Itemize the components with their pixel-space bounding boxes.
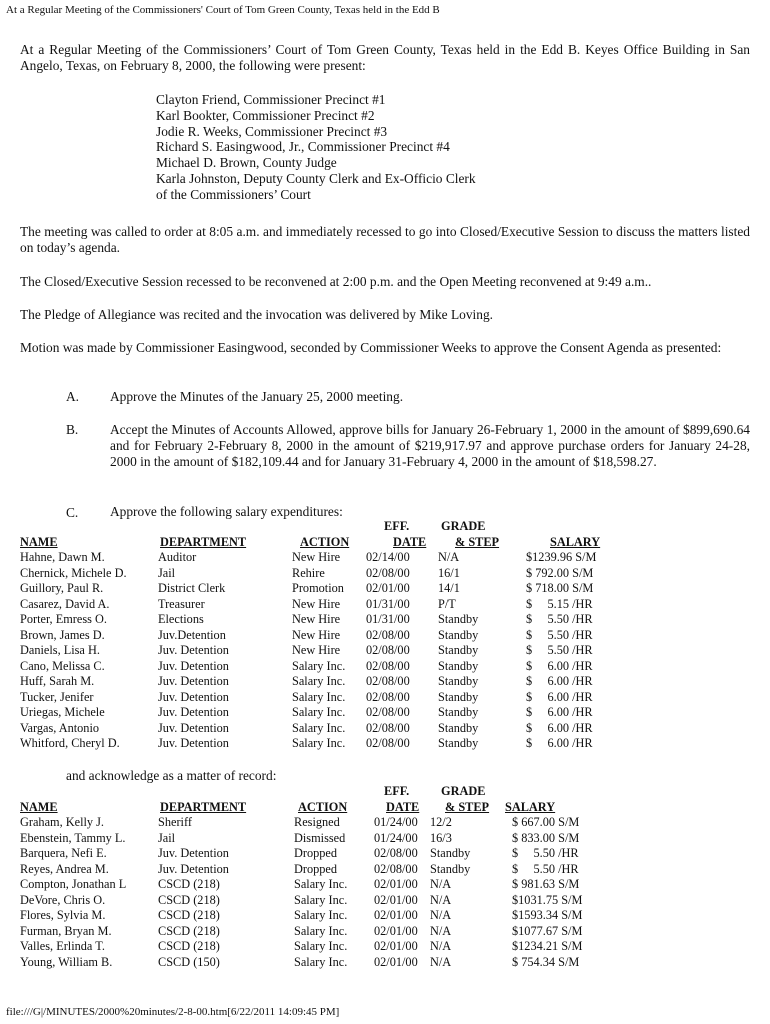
step-cell: Standby bbox=[438, 612, 479, 626]
action-cell: Salary Inc. bbox=[294, 908, 348, 922]
date-cell: 01/31/00 bbox=[366, 612, 410, 626]
header-salary: SALARY bbox=[550, 535, 601, 549]
step-cell: N/A bbox=[430, 908, 452, 922]
date-cell: 02/01/00 bbox=[374, 908, 418, 922]
department-cell: CSCD (150) bbox=[158, 954, 220, 969]
name-cell: Compton, Jonathan L bbox=[20, 877, 127, 891]
item-text: Accept the Minutes of Accounts Allowed, approve bills for January 26-February 1, 2000 in the amount of $899,690.64 and for February 2-February 8, 2000 in the amount of $219,917.97 and approve purchase orders for January 24-28, 2000 in the amount of $182,109.44 and for January 31-February 4, 2000 in the amount of $18,598.27. bbox=[110, 422, 750, 469]
table-row bbox=[0, 831, 770, 846]
department-cell: Juv. Detention bbox=[158, 658, 229, 673]
salary-cell: $ 6.00 /HR bbox=[526, 705, 593, 719]
step-cell: Standby bbox=[430, 861, 471, 876]
name-cell: Chernick, Michele D. bbox=[20, 565, 127, 580]
called-to-order-paragraph: The meeting was called to order at 8:05 a.m. and immediately recessed to go into Closed/Executive Session to discuss the matters listed on today’s agenda. bbox=[20, 224, 750, 255]
header-department: DEPARTMENT bbox=[160, 535, 247, 549]
table-row bbox=[0, 815, 770, 830]
department-cell: Juv.Detention bbox=[158, 627, 226, 642]
name-cell: Cano, Melissa C. bbox=[20, 658, 105, 673]
attendee: of the Commissioners’ Court bbox=[156, 186, 311, 202]
action-cell: Resigned bbox=[294, 815, 340, 829]
step-cell: Standby bbox=[438, 705, 479, 719]
name-cell: Furman, Bryan M. bbox=[20, 923, 112, 938]
department-cell: Juv. Detention bbox=[158, 705, 229, 719]
header-grade: GRADE bbox=[441, 784, 486, 798]
action-cell: New Hire bbox=[292, 627, 341, 642]
date-cell: 02/01/00 bbox=[374, 892, 418, 907]
action-cell: Salary Inc. bbox=[294, 939, 348, 953]
name-cell: Ebenstein, Tammy L. bbox=[20, 830, 126, 845]
table-row bbox=[0, 690, 770, 705]
name-cell: Huff, Sarah M. bbox=[20, 674, 95, 688]
table-row bbox=[0, 659, 770, 674]
name-cell: Daniels, Lisa H. bbox=[20, 643, 100, 657]
header-action: ACTION bbox=[300, 535, 350, 549]
table-header bbox=[0, 800, 770, 815]
date-cell: 02/08/00 bbox=[366, 565, 410, 580]
department-cell: CSCD (218) bbox=[158, 908, 220, 922]
action-cell: Promotion bbox=[292, 581, 344, 595]
table-row bbox=[0, 566, 770, 581]
salary-cell: $ 5.50 /HR bbox=[526, 612, 593, 626]
salary-cell: $ 981.63 S/M bbox=[512, 877, 580, 891]
salary-cell: $ 5.50 /HR bbox=[526, 627, 593, 642]
name-cell: Valles, Erlinda T. bbox=[20, 939, 105, 953]
table-preheader bbox=[0, 519, 770, 534]
item-letter: B. bbox=[66, 422, 79, 437]
department-cell: Juv. Detention bbox=[158, 861, 229, 876]
attendee: Clayton Friend, Commissioner Precinct #1 bbox=[156, 92, 386, 107]
table-row bbox=[0, 721, 770, 736]
date-cell: 02/01/00 bbox=[366, 581, 410, 595]
department-cell: Sheriff bbox=[158, 815, 192, 829]
header-eff: EFF. bbox=[384, 519, 410, 533]
date-cell: 02/01/00 bbox=[374, 923, 418, 938]
step-cell: 16/3 bbox=[430, 830, 452, 845]
name-cell: Graham, Kelly J. bbox=[20, 815, 105, 829]
salary-cell: $1593.34 S/M bbox=[512, 908, 583, 922]
table-row bbox=[0, 550, 770, 565]
department-cell: CSCD (218) bbox=[158, 877, 220, 891]
reconvened-paragraph: The Closed/Executive Session recessed to be reconvened at 2:00 p.m. and the Open Meeting reconvened at 9:49 a.m.. bbox=[20, 274, 652, 289]
salary-cell: $ 5.50 /HR bbox=[526, 643, 593, 657]
date-cell: 02/08/00 bbox=[366, 705, 410, 719]
table-row bbox=[0, 597, 770, 612]
table-row bbox=[0, 924, 770, 939]
salary-cell: $1031.75 S/M bbox=[512, 892, 583, 907]
department-cell: Elections bbox=[158, 612, 204, 626]
action-cell: Dropped bbox=[294, 861, 338, 876]
salary-cell: $ 5.50 /HR bbox=[512, 846, 579, 860]
page-footer: file:///G|/MINUTES/2000%20minutes/2-8-00.htm[6/22/2011 14:09:45 PM] bbox=[6, 1006, 340, 1018]
action-cell: New Hire bbox=[292, 596, 341, 611]
step-cell: Standby bbox=[438, 658, 479, 673]
name-cell: Casarez, David A. bbox=[20, 596, 110, 611]
action-cell: New Hire bbox=[292, 612, 341, 626]
header-date: DATE bbox=[386, 800, 420, 814]
salary-cell: $ 6.00 /HR bbox=[526, 736, 593, 750]
date-cell: 02/08/00 bbox=[366, 689, 410, 704]
header-salary: SALARY bbox=[505, 800, 556, 814]
department-cell: CSCD (218) bbox=[158, 939, 220, 953]
table-row bbox=[0, 643, 770, 658]
name-cell: Reyes, Andrea M. bbox=[20, 861, 109, 876]
table-header bbox=[0, 535, 770, 550]
action-cell: Salary Inc. bbox=[292, 736, 346, 750]
header-department: DEPARTMENT bbox=[160, 800, 247, 814]
department-cell: CSCD (218) bbox=[158, 892, 220, 907]
action-cell: Salary Inc. bbox=[294, 954, 348, 969]
department-cell: Auditor bbox=[158, 550, 197, 564]
salary-cell: $ 5.15 /HR bbox=[526, 596, 593, 611]
table-row bbox=[0, 581, 770, 596]
action-cell: Salary Inc. bbox=[294, 923, 348, 938]
action-cell: Dropped bbox=[294, 846, 338, 860]
date-cell: 02/01/00 bbox=[374, 954, 418, 969]
header-grade: GRADE bbox=[441, 519, 486, 533]
department-cell: Juv. Detention bbox=[158, 689, 229, 704]
date-cell: 02/08/00 bbox=[366, 643, 410, 657]
name-cell: Vargas, Antonio bbox=[20, 720, 100, 735]
action-cell: Salary Inc. bbox=[294, 892, 348, 907]
date-cell: 02/08/00 bbox=[374, 846, 418, 860]
department-cell: Juv. Detention bbox=[158, 674, 229, 688]
date-cell: 02/08/00 bbox=[374, 861, 418, 876]
table-row bbox=[0, 908, 770, 923]
action-cell: Salary Inc. bbox=[292, 720, 346, 735]
table-row bbox=[0, 628, 770, 643]
name-cell: Uriegas, Michele bbox=[20, 705, 105, 719]
page-header: At a Regular Meeting of the Commissioners' Court of Tom Green County, Texas held in the Edd B bbox=[6, 4, 440, 16]
step-cell: N/A bbox=[430, 923, 452, 938]
salary-cell: $ 833.00 S/M bbox=[512, 830, 580, 845]
date-cell: 02/01/00 bbox=[374, 877, 418, 891]
step-cell: 14/1 bbox=[438, 581, 460, 595]
action-cell: Salary Inc. bbox=[294, 877, 348, 891]
date-cell: 02/08/00 bbox=[366, 627, 410, 642]
action-cell: Salary Inc. bbox=[292, 658, 346, 673]
name-cell: Flores, Sylvia M. bbox=[20, 908, 106, 922]
item-text: Approve the following salary expenditures: bbox=[110, 504, 343, 519]
salary-cell: $ 6.00 /HR bbox=[526, 720, 593, 735]
header-step: & STEP bbox=[455, 535, 500, 549]
department-cell: Treasurer bbox=[158, 596, 205, 611]
salary-cell: $ 6.00 /HR bbox=[526, 689, 593, 704]
step-cell: P/T bbox=[438, 596, 456, 611]
table-row bbox=[0, 846, 770, 861]
salary-cell: $1239.96 S/M bbox=[526, 550, 597, 564]
date-cell: 02/08/00 bbox=[366, 658, 410, 673]
step-cell: N/A bbox=[438, 550, 460, 564]
step-cell: Standby bbox=[430, 846, 471, 860]
step-cell: Standby bbox=[438, 720, 479, 735]
action-cell: Rehire bbox=[292, 565, 325, 580]
action-cell: Salary Inc. bbox=[292, 705, 346, 719]
action-cell: Salary Inc. bbox=[292, 689, 346, 704]
date-cell: 02/08/00 bbox=[366, 720, 410, 735]
intro-paragraph: At a Regular Meeting of the Commissioners’ Court of Tom Green County, Texas held in the Edd B. Keyes Office Building in San Angelo, Texas, on February 8, 2000, the following were present: bbox=[20, 42, 750, 73]
header-eff: EFF. bbox=[384, 784, 410, 798]
action-cell: Salary Inc. bbox=[292, 674, 346, 688]
date-cell: 02/08/00 bbox=[366, 736, 410, 750]
salary-cell: $ 5.50 /HR bbox=[512, 861, 579, 876]
acknowledge-text: and acknowledge as a matter of record: bbox=[66, 768, 277, 783]
header-name: NAME bbox=[20, 800, 58, 814]
name-cell: Barquera, Nefi E. bbox=[20, 846, 107, 860]
department-cell: District Clerk bbox=[158, 581, 226, 595]
step-cell: N/A bbox=[430, 954, 452, 969]
date-cell: 02/08/00 bbox=[366, 674, 410, 688]
step-cell: 16/1 bbox=[438, 565, 460, 580]
motion-paragraph: Motion was made by Commissioner Easingwood, seconded by Commissioner Weeks to approve the Consent Agenda as presented: bbox=[20, 340, 722, 355]
department-cell: Juv. Detention bbox=[158, 720, 229, 735]
header-date: DATE bbox=[393, 535, 427, 549]
name-cell: Porter, Emress O. bbox=[20, 612, 107, 626]
name-cell: Guillory, Paul R. bbox=[20, 581, 104, 595]
table-row bbox=[0, 674, 770, 689]
salary-cell: $ 667.00 S/M bbox=[512, 815, 580, 829]
name-cell: Young, William B. bbox=[20, 954, 113, 969]
attendee: Jodie R. Weeks, Commissioner Precinct #3 bbox=[156, 123, 388, 139]
step-cell: Standby bbox=[438, 643, 479, 657]
table-row bbox=[0, 736, 770, 751]
date-cell: 01/24/00 bbox=[374, 815, 418, 829]
department-cell: CSCD (218) bbox=[158, 923, 220, 938]
salary-cell: $1234.21 S/M bbox=[512, 939, 583, 953]
header-name: NAME bbox=[20, 535, 58, 549]
attendees-list bbox=[156, 92, 476, 203]
table-row bbox=[0, 705, 770, 720]
date-cell: 02/01/00 bbox=[374, 939, 418, 953]
item-letter: C. bbox=[66, 505, 79, 520]
action-cell: New Hire bbox=[292, 643, 341, 657]
salary-cell: $ 792.00 S/M bbox=[526, 565, 594, 580]
step-cell: 12/2 bbox=[430, 815, 452, 829]
step-cell: Standby bbox=[438, 627, 479, 642]
step-cell: N/A bbox=[430, 939, 452, 953]
date-cell: 02/14/00 bbox=[366, 550, 410, 564]
name-cell: Hahne, Dawn M. bbox=[20, 550, 105, 564]
attendee: Karla Johnston, Deputy County Clerk and Ex-Officio Clerk bbox=[156, 170, 476, 186]
salary-cell: $ 754.34 S/M bbox=[512, 954, 580, 969]
attendee: Richard S. Easingwood, Jr., Commissioner Precinct #4 bbox=[156, 139, 450, 155]
salary-cell: $1077.67 S/M bbox=[512, 923, 583, 938]
action-cell: Dismissed bbox=[294, 830, 346, 845]
step-cell: Standby bbox=[438, 736, 479, 750]
header-action: ACTION bbox=[298, 800, 348, 814]
department-cell: Juv. Detention bbox=[158, 643, 229, 657]
department-cell: Jail bbox=[158, 830, 176, 845]
header-step: & STEP bbox=[445, 800, 490, 814]
date-cell: 01/24/00 bbox=[374, 830, 418, 845]
table-preheader bbox=[0, 784, 770, 799]
table-row bbox=[0, 955, 770, 970]
department-cell: Jail bbox=[158, 565, 176, 580]
name-cell: DeVore, Chris O. bbox=[20, 892, 106, 907]
step-cell: N/A bbox=[430, 877, 452, 891]
table-row bbox=[0, 877, 770, 892]
step-cell: Standby bbox=[438, 674, 479, 688]
item-text: Approve the Minutes of the January 25, 2000 meeting. bbox=[110, 389, 404, 404]
department-cell: Juv. Detention bbox=[158, 846, 229, 860]
table-row bbox=[0, 612, 770, 627]
pledge-paragraph: The Pledge of Allegiance was recited and the invocation was delivered by Mike Loving. bbox=[20, 307, 493, 322]
attendee: Karl Bookter, Commissioner Precinct #2 bbox=[156, 107, 375, 123]
name-cell: Tucker, Jenifer bbox=[20, 689, 94, 704]
table-row bbox=[0, 939, 770, 954]
attendee: Michael D. Brown, County Judge bbox=[156, 155, 337, 171]
name-cell: Whitford, Cheryl D. bbox=[20, 736, 120, 750]
step-cell: Standby bbox=[438, 689, 479, 704]
salary-cell: $ 718.00 S/M bbox=[526, 581, 594, 595]
table-row bbox=[0, 893, 770, 908]
department-cell: Juv. Detention bbox=[158, 736, 229, 750]
salary-cell: $ 6.00 /HR bbox=[526, 658, 593, 673]
name-cell: Brown, James D. bbox=[20, 627, 105, 642]
step-cell: N/A bbox=[430, 892, 452, 907]
action-cell: New Hire bbox=[292, 550, 341, 564]
date-cell: 01/31/00 bbox=[366, 596, 410, 611]
table-row bbox=[0, 862, 770, 877]
salary-cell: $ 6.00 /HR bbox=[526, 674, 593, 688]
item-letter: A. bbox=[66, 389, 80, 404]
